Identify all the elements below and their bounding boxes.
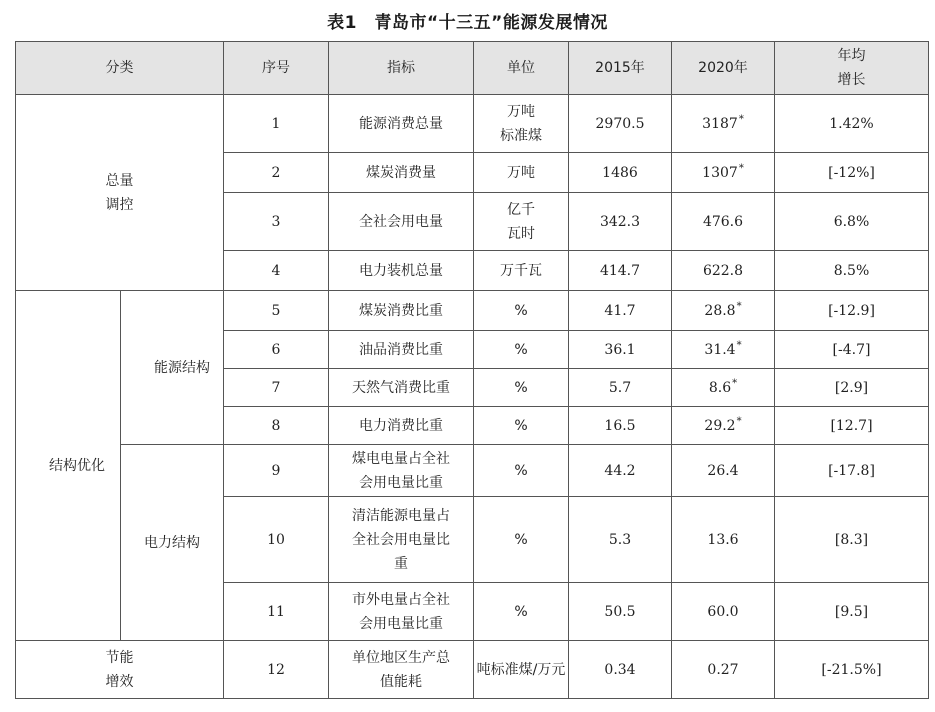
asterisk-mark: * xyxy=(736,415,742,427)
growth-cell: [2.9] xyxy=(775,369,929,407)
indicator-cell xyxy=(329,251,474,291)
indicator-cell-line: 会用电量比重 xyxy=(359,474,443,491)
indicator-cell-line: 全社会用电量比 xyxy=(352,531,450,548)
growth-cell: [-4.7] xyxy=(775,331,929,369)
growth-cell: 8.5% xyxy=(775,251,929,291)
unit-cell xyxy=(474,407,569,445)
value-2015-cell: 0.34 xyxy=(569,641,672,699)
indicator-cell-line: 市外电量占全社 xyxy=(352,591,450,608)
unit-cell-line: % xyxy=(514,341,528,358)
unit-cell-line: % xyxy=(514,379,528,396)
energy-table xyxy=(15,41,929,699)
seq-cell: 6 xyxy=(224,331,329,369)
unit-cell xyxy=(474,291,569,331)
unit-cell xyxy=(474,331,569,369)
indicator-cell xyxy=(329,369,474,407)
indicator-cell-line: 煤炭消费比重 xyxy=(359,302,443,319)
unit-cell xyxy=(474,369,569,407)
unit-cell-line: 标准煤 xyxy=(500,127,542,144)
header-2015: 2015年 xyxy=(569,42,672,95)
indicator-cell xyxy=(329,95,474,153)
indicator-cell xyxy=(329,445,474,497)
growth-cell: [12.7] xyxy=(775,407,929,445)
value-2020-text: 60.0 xyxy=(707,603,739,620)
value-2020-cell xyxy=(672,641,775,699)
seq-cell: 7 xyxy=(224,369,329,407)
indicator-cell-line: 清洁能源电量占 xyxy=(352,507,450,524)
indicator-cell xyxy=(329,291,474,331)
unit-cell-line: 吨标准煤/万元 xyxy=(476,661,566,678)
growth-cell: 6.8% xyxy=(775,193,929,251)
indicator-cell-line: 煤炭消费量 xyxy=(366,164,436,181)
value-2020-cell xyxy=(672,251,775,291)
asterisk-mark: * xyxy=(736,300,742,312)
growth-cell: 1.42% xyxy=(775,95,929,153)
unit-cell-line: 亿千 xyxy=(507,201,535,218)
header-growth: 年均 增长 xyxy=(775,42,929,95)
growth-cell: [9.5] xyxy=(775,583,929,641)
header-seq: 序号 xyxy=(224,42,329,95)
unit-cell-line: % xyxy=(514,462,528,479)
seq-cell: 12 xyxy=(224,641,329,699)
table-row xyxy=(16,445,929,497)
unit-cell xyxy=(474,153,569,193)
asterisk-mark: * xyxy=(736,339,742,351)
indicator-cell-line: 天然气消费比重 xyxy=(352,379,450,396)
seq-cell: 4 xyxy=(224,251,329,291)
unit-cell xyxy=(474,583,569,641)
value-2020-cell xyxy=(672,95,775,153)
value-2015-cell: 5.3 xyxy=(569,497,672,583)
indicator-cell xyxy=(329,331,474,369)
indicator-cell-line: 电力装机总量 xyxy=(359,262,443,279)
header-unit: 单位 xyxy=(474,42,569,95)
value-2020-cell xyxy=(672,153,775,193)
table-row xyxy=(16,95,929,153)
indicator-cell-line: 值能耗 xyxy=(380,673,422,690)
group-efficiency-line: 节能 xyxy=(105,649,134,666)
unit-cell xyxy=(474,193,569,251)
value-2020-text: 31.4 xyxy=(704,341,736,358)
value-2015-cell: 16.5 xyxy=(569,407,672,445)
growth-cell: [-12%] xyxy=(775,153,929,193)
value-2020-text: 8.6 xyxy=(708,379,732,396)
unit-cell-line: % xyxy=(514,531,528,548)
unit-cell-line: 万吨 xyxy=(507,164,535,181)
seq-cell: 1 xyxy=(224,95,329,153)
header-2020: 2020年 xyxy=(672,42,775,95)
value-2020-cell xyxy=(672,291,775,331)
indicator-cell-line: 会用电量比重 xyxy=(359,615,443,632)
value-2015-cell: 50.5 xyxy=(569,583,672,641)
unit-cell xyxy=(474,497,569,583)
indicator-cell-line: 油品消费比重 xyxy=(359,341,443,358)
value-2020-cell xyxy=(672,193,775,251)
asterisk-mark: * xyxy=(732,377,738,389)
seq-cell: 5 xyxy=(224,291,329,331)
growth-cell: [-21.5%] xyxy=(775,641,929,699)
indicator-cell-line: 煤电电量占全社 xyxy=(352,450,450,467)
indicator-cell xyxy=(329,153,474,193)
value-2020-cell xyxy=(672,445,775,497)
value-2020-cell xyxy=(672,331,775,369)
value-2020-cell xyxy=(672,407,775,445)
unit-cell-line: % xyxy=(514,603,528,620)
seq-cell: 10 xyxy=(224,497,329,583)
group-efficiency-line: 增效 xyxy=(105,673,134,690)
value-2015-cell: 414.7 xyxy=(569,251,672,291)
indicator-cell xyxy=(329,407,474,445)
seq-cell: 2 xyxy=(224,153,329,193)
value-2015-cell: 36.1 xyxy=(569,331,672,369)
value-2020-cell xyxy=(672,369,775,407)
seq-cell: 9 xyxy=(224,445,329,497)
growth-cell: [-12.9] xyxy=(775,291,929,331)
table-title: 表1 青岛市“十三五”能源发展情况 xyxy=(327,13,608,33)
value-2020-text: 3187 xyxy=(702,115,738,132)
indicator-cell xyxy=(329,583,474,641)
unit-cell xyxy=(474,251,569,291)
value-2020-cell xyxy=(672,583,775,641)
unit-cell-line: 万千瓦 xyxy=(500,262,542,279)
unit-cell-line: 瓦时 xyxy=(507,225,535,242)
group-total-line: 调控 xyxy=(105,196,134,213)
indicator-cell-line: 单位地区生产总 xyxy=(352,649,450,666)
indicator-cell xyxy=(329,497,474,583)
value-2015-cell: 342.3 xyxy=(569,193,672,251)
value-2015-cell: 44.2 xyxy=(569,445,672,497)
group-total-line: 总量 xyxy=(105,172,134,189)
value-2015-cell: 1486 xyxy=(569,153,672,193)
growth-cell: [-17.8] xyxy=(775,445,929,497)
group-efficiency xyxy=(16,641,224,699)
value-2020-text: 28.8 xyxy=(704,302,736,319)
indicator-cell-line: 电力消费比重 xyxy=(359,417,443,434)
indicator-cell xyxy=(329,193,474,251)
value-2020-text: 476.6 xyxy=(702,213,744,230)
unit-cell xyxy=(474,641,569,699)
value-2015-cell: 41.7 xyxy=(569,291,672,331)
growth-cell: [8.3] xyxy=(775,497,929,583)
table-row xyxy=(16,291,929,331)
group-power-structure: 电力结构 xyxy=(121,445,224,641)
value-2020-text: 622.8 xyxy=(702,262,744,279)
value-2020-text: 13.6 xyxy=(707,531,739,548)
indicator-cell xyxy=(329,641,474,699)
value-2020-text: 29.2 xyxy=(704,417,736,434)
indicator-cell-line: 重 xyxy=(394,555,408,572)
value-2020-text: 26.4 xyxy=(707,462,739,479)
seq-cell: 11 xyxy=(224,583,329,641)
value-2015-cell: 5.7 xyxy=(569,369,672,407)
value-2020-text: 1307 xyxy=(702,164,738,181)
unit-cell-line: % xyxy=(514,417,528,434)
group-structure: 结构优化 xyxy=(16,291,121,641)
unit-cell-line: % xyxy=(514,302,528,319)
seq-cell: 3 xyxy=(224,193,329,251)
header-row xyxy=(16,42,929,95)
unit-cell-line: 万吨 xyxy=(507,103,535,120)
group-total xyxy=(16,95,224,291)
indicator-cell-line: 全社会用电量 xyxy=(359,213,443,230)
value-2020-text: 0.27 xyxy=(707,661,739,678)
unit-cell xyxy=(474,445,569,497)
value-2015-cell: 2970.5 xyxy=(569,95,672,153)
unit-cell xyxy=(474,95,569,153)
indicator-cell-line: 能源消费总量 xyxy=(359,115,443,132)
asterisk-mark: * xyxy=(738,162,744,174)
value-2020-cell xyxy=(672,497,775,583)
seq-cell: 8 xyxy=(224,407,329,445)
group-energy-structure: 能源结构 xyxy=(121,291,224,445)
table-row xyxy=(16,641,929,699)
asterisk-mark: * xyxy=(738,113,744,125)
header-indicator: 指标 xyxy=(329,42,474,95)
header-category: 分类 xyxy=(16,42,224,95)
